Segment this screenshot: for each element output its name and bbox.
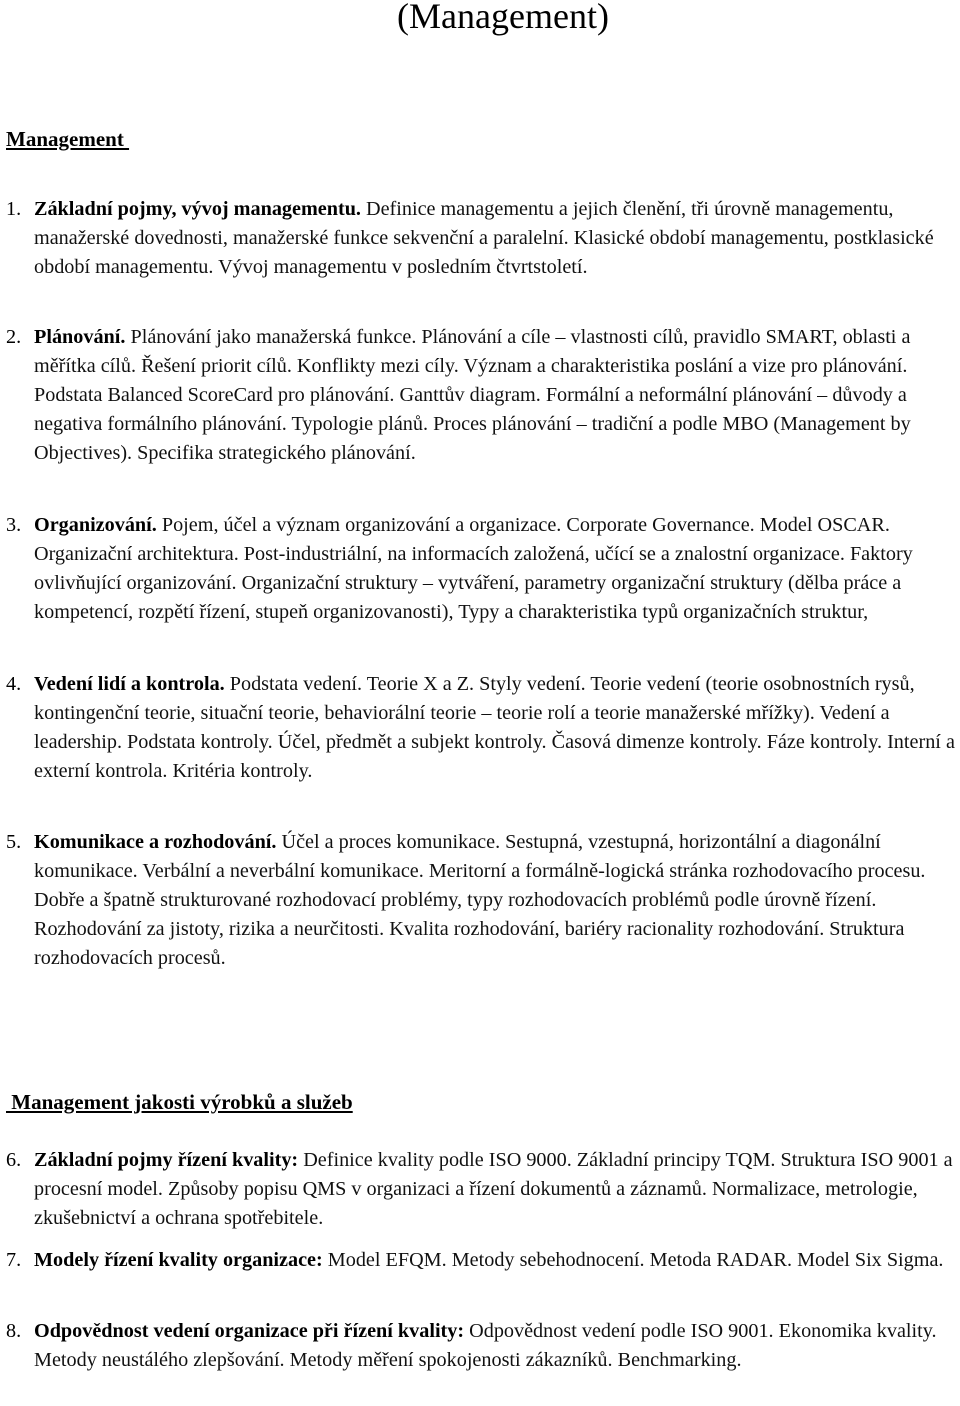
item-description: Účel a proces komunikace. Sestupná, vzestupná, horizontální a diagonální komunikace. Verbální a neverbální komunikace. Meritorní a formálně-logická stránka rozhodovacího procesu. Dobře a špatně strukturované rozhodovací problémy, typy rozhodovacích problémů podle úrovně řízení. Rozhodování za jistoty, rizika a neurčitosti. Kvalita rozhodování, bariéry racionality rozhodování. Struktura rozhodovacích procesů.	[34, 831, 926, 969]
item-topic: Vedení lidí a kontrola.	[34, 673, 225, 695]
list-item-1	[6, 195, 956, 282]
item-topic: Komunikace a rozhodování.	[34, 831, 277, 853]
item-description: Pojem, účel a význam organizování a organizace. Corporate Governance. Model OSCAR. Organizační architektura. Post-industriální, na informacích založená, učící se a znalostní organizace. Faktory ovlivňující organizování. Organizační struktury – vytváření, parametry organizační struktury (dělba práce a kompetencí, rozpětí řízení, stupeň organizovanosti), Typy a charakteristika typů organizačních struktur,	[34, 514, 913, 623]
list-item-2	[6, 323, 956, 468]
list-item-5	[6, 828, 956, 973]
item-topic: Plánování.	[34, 326, 126, 348]
item-number: 3.	[6, 514, 22, 536]
item-description: Odpovědnost vedení podle ISO 9001. Ekonomika kvality. Metody neustálého zlepšování. Metody měření spokojenosti zákazníků. Benchmarking.	[34, 1320, 937, 1371]
item-number: 5.	[6, 831, 22, 853]
item-topic: Modely řízení kvality organizace:	[34, 1249, 323, 1271]
item-number: 6.	[6, 1149, 22, 1171]
item-number: 1.	[6, 198, 22, 220]
section-heading-quality-management: Management jakosti výrobků a služeb	[6, 1090, 353, 1114]
section-heading-management: Management	[6, 127, 130, 151]
item-number: 8.	[6, 1320, 22, 1342]
item-number: 7.	[6, 1249, 22, 1271]
list-item-3	[6, 511, 956, 627]
item-description: Model EFQM. Metody sebehodnocení. Metoda RADAR. Model Six Sigma.	[322, 1249, 944, 1271]
item-description: Definice kvality podle ISO 9000. Základní principy TQM. Struktura ISO 9001 a procesní model. Způsoby popisu QMS v organizaci a řízení dokumentů a záznamů. Normalizace, metrologie, zkušebnictví a ochrana spotřebitele.	[34, 1149, 953, 1229]
item-description: Plánování jako manažerská funkce. Plánování a cíle – vlastnosti cílů, pravidlo SMART, oblasti a měřítka cílů. Řešení priorit cílů. Konflikty mezi cíly. Význam a charakteristika poslání a vize pro plánování. Podstata Balanced ScoreCard pro plánování. Ganttův diagram. Formální a neformální plánování – důvody a negativa formálního plánování. Typologie plánů. Proces plánování – tradiční a podle MBO (Management by Objectives). Specifika strategického plánování.	[34, 326, 911, 464]
item-number: 4.	[6, 673, 22, 695]
item-description: Definice managementu a jejich členění, tři úrovně managementu, manažerské dovednosti, manažerské funkce sekvenční a paralelní. Klasické období managementu, postklasické období managementu. Vývoj managementu v posledním čtvrtstoletí.	[34, 198, 934, 278]
page-title: (Management)	[397, 0, 609, 36]
item-number: 2.	[6, 326, 22, 348]
list-item-7	[6, 1246, 956, 1275]
list-item-8	[6, 1317, 956, 1375]
item-topic: Základní pojmy, vývoj managementu.	[34, 198, 361, 220]
list-item-6	[6, 1146, 956, 1233]
item-topic: Základní pojmy řízení kvality:	[34, 1149, 299, 1171]
item-description: Podstata vedení. Teorie X a Z. Styly vedení. Teorie vedení (teorie osobnostních rysů, kontingenční teorie, situační teorie, behaviorální teorie – teorie rolí a teorie manažerské mřížky). Vedení a leadership. Podstata kontroly. Účel, předmět a subjekt kontroly. Časová dimenze kontroly. Fáze kontroly. Interní a externí kontrola. Kritéria kontroly.	[34, 673, 955, 782]
item-topic: Organizování.	[34, 514, 157, 536]
list-item-4	[6, 670, 956, 786]
item-topic: Odpovědnost vedení organizace při řízení kvality:	[34, 1320, 465, 1342]
